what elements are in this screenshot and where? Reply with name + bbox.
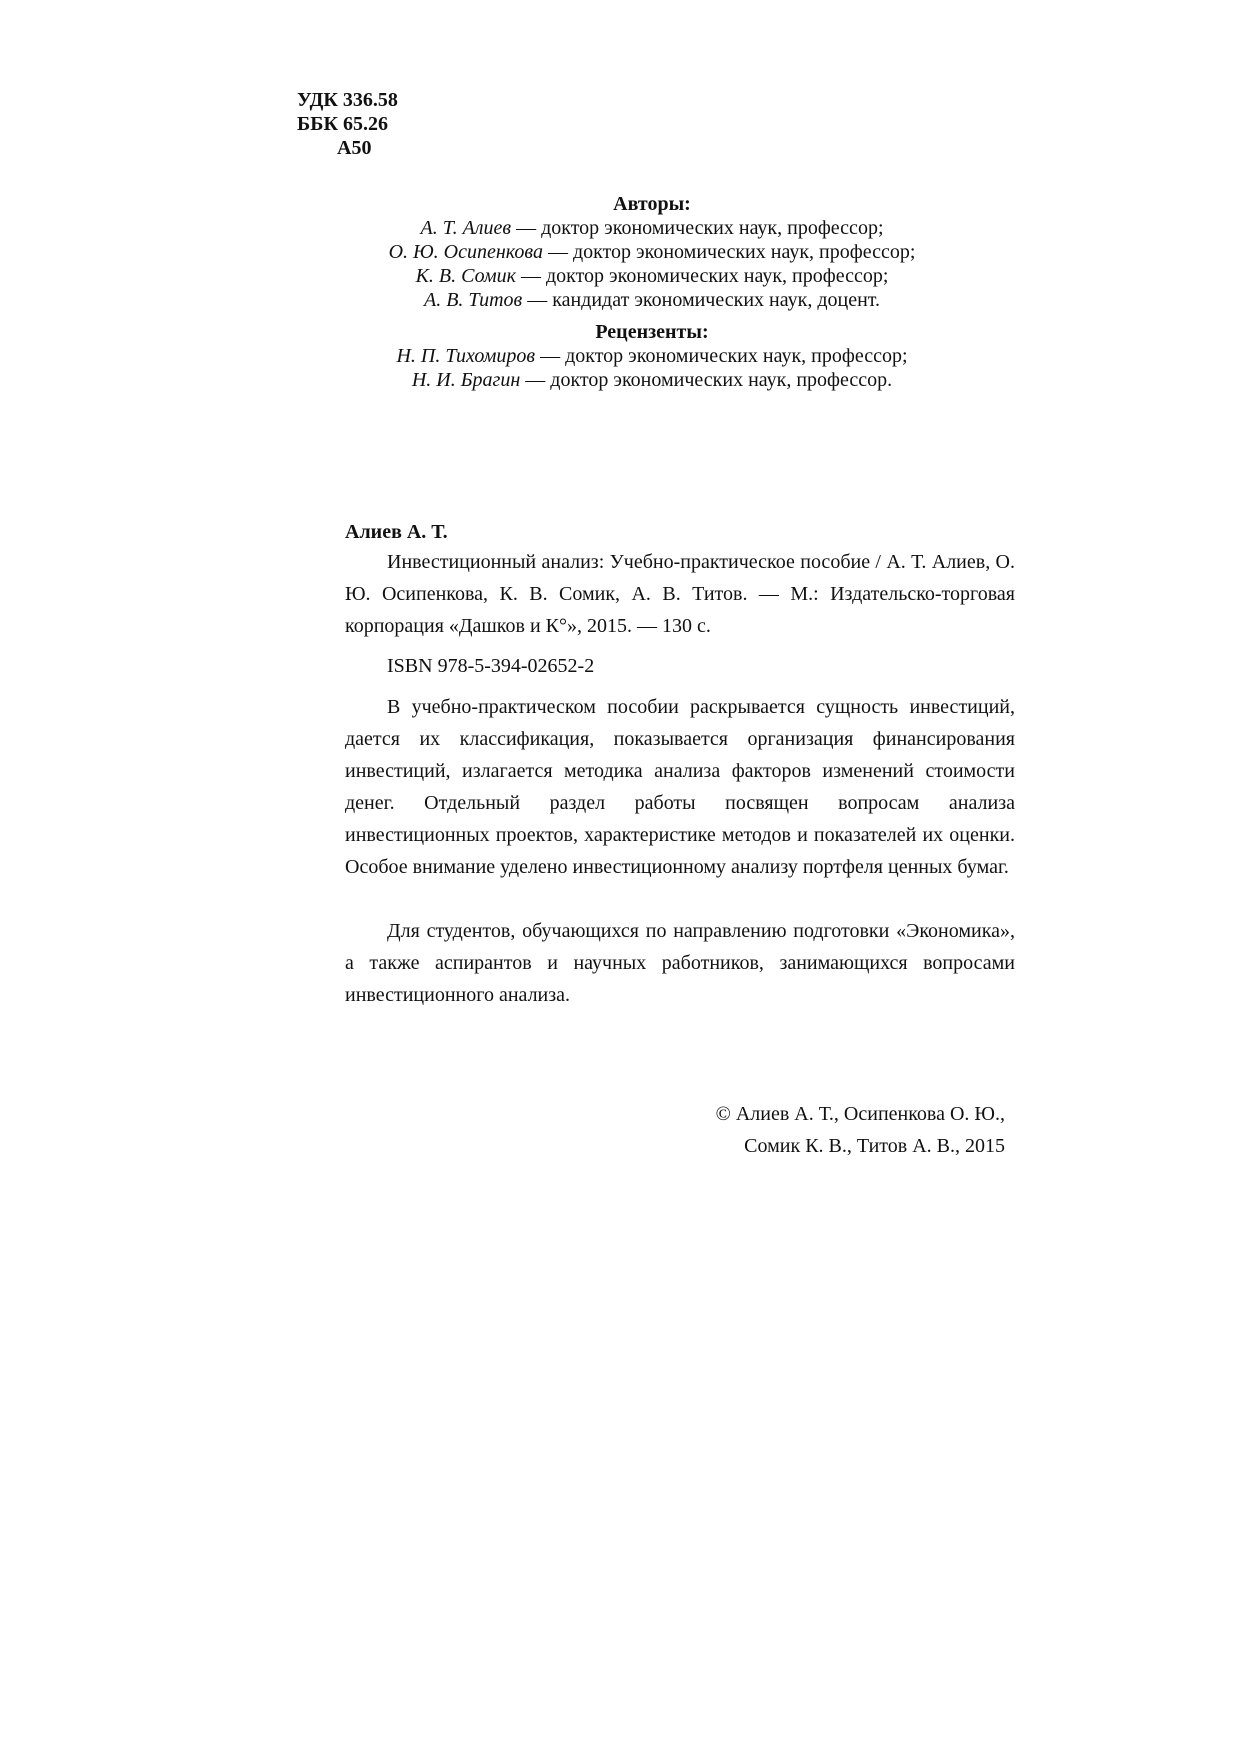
authors-heading: Авторы: <box>613 193 691 215</box>
reviewer-desc: — доктор экономических наук, профессор; <box>535 345 908 367</box>
author-line <box>297 216 1007 240</box>
author-desc: — доктор экономических наук, профессор; <box>542 241 916 263</box>
classification-codes <box>297 88 398 160</box>
author-desc: — доктор экономических наук, профессор; <box>511 217 884 239</box>
author-line <box>297 240 1007 264</box>
bbk-code: ББК 65.26 <box>297 113 388 135</box>
authors-section <box>297 192 1007 312</box>
annotation: В учебно-практическом пособии раскрывается сущность инвестиций, дается их классификация, показывается организация финансирования инвестиций, излагается методика анализа факторов изменений стоимости денег. Отдельный раздел работы посвящен вопросам анализа инвестиционных проектов, характеристике методов и показателей их оценки. Особое внимание уделено инвестиционному анализу портфеля ценных бумаг. <box>345 696 1015 878</box>
reviewers-section <box>297 320 1007 392</box>
isbn: ISBN 978-5-394-02652-2 <box>387 655 595 677</box>
author-name: А. Т. Алиев <box>420 217 512 239</box>
reviewer-name: Н. И. Брагин <box>411 369 521 391</box>
bibliographic-description: Инвестиционный анализ: Учебно-практическое пособие / А. Т. Алиев, О. Ю. Осипенкова, К. В. Сомик, А. В. Титов. — М.: Издательско-торговая корпорация «Дашков и К°», 2015. — 130 с. <box>345 551 1015 637</box>
author-mark: А50 <box>337 137 372 159</box>
author-name: О. Ю. Осипенкова <box>388 241 543 263</box>
reviewers-heading: Рецензенты: <box>595 321 709 343</box>
author-name: К. В. Сомик <box>415 265 516 287</box>
author-desc: — доктор экономических наук, профессор; <box>515 265 889 287</box>
author-line <box>297 288 1007 312</box>
author-name: А. В. Титов <box>423 289 523 311</box>
udk-code: УДК 336.58 <box>297 89 398 111</box>
copyright-line-2: Сомик К. В., Титов А. В., 2015 <box>744 1135 1005 1157</box>
author-desc: — кандидат экономических наук, доцент. <box>522 289 881 311</box>
author-line <box>297 264 1007 288</box>
reviewer-line <box>297 368 1007 392</box>
audience-note: Для студентов, обучающихся по направлению подготовки «Экономика», а также аспирантов и научных работников, занимающихся вопросами инвестиционного анализа. <box>345 920 1015 1006</box>
copyright-line-1: © Алиев А. Т., Осипенкова О. Ю., <box>715 1103 1005 1125</box>
reviewer-line <box>297 344 1007 368</box>
reviewer-name: Н. П. Тихомиров <box>396 345 536 367</box>
reviewer-desc: — доктор экономических наук, профессор. <box>520 369 893 391</box>
entry-author: Алиев А. Т. <box>345 521 448 543</box>
copyright <box>716 1098 1005 1162</box>
